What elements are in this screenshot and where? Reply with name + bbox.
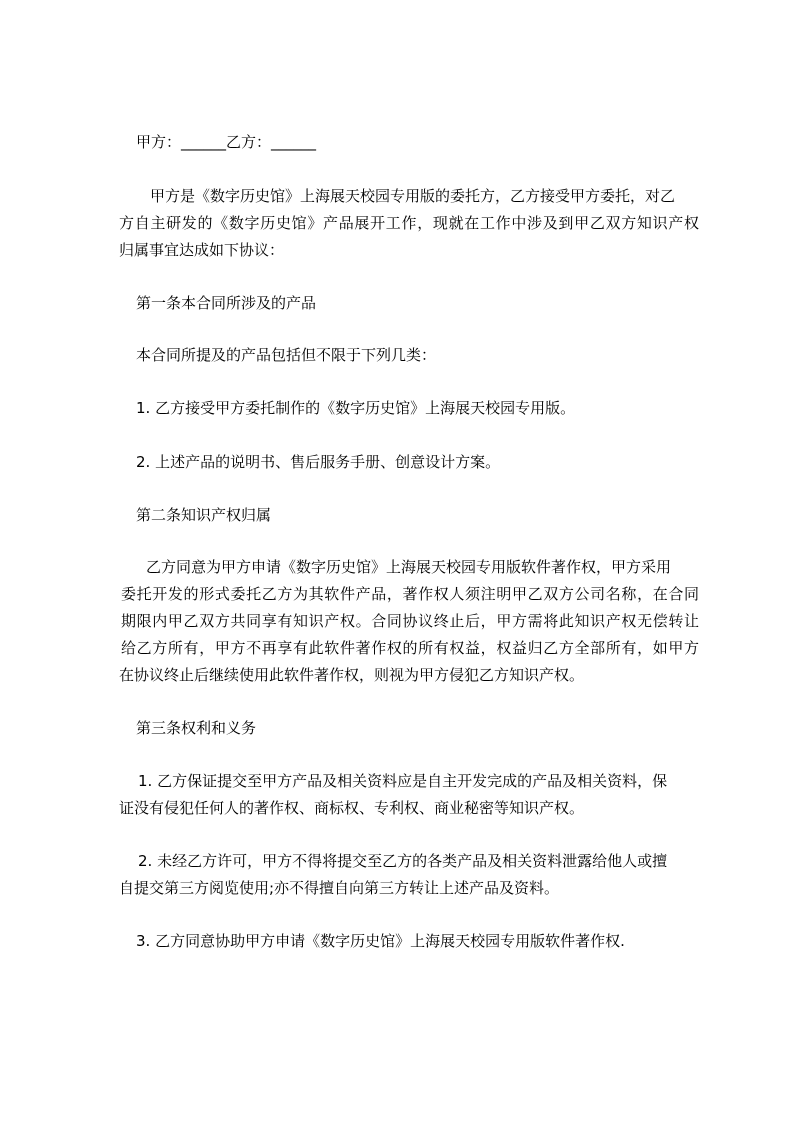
article3-item-1-line-2: 证没有侵犯任何人的著作权、商标权、专利权、商业秘密等知识产权。: [119, 799, 585, 817]
article1-item-2: 2. 上述产品的说明书、售后服务手册、创意设计方案。: [136, 453, 501, 471]
article3-heading: 第三条权利和义务: [136, 719, 257, 737]
article2-line-4: 给乙方所有，甲方不再享有此软件著作权的所有权益，权益归乙方全部所有，如甲方: [121, 639, 699, 657]
article2-line-1: 乙方同意为甲方申请《数字历史馆》上海展天校园专用版软件著作权，甲方采用: [146, 558, 672, 576]
intro-line-2: 方自主研发的《数字历史馆》产品展开工作，现就在工作中涉及到甲乙双方知识产权: [119, 214, 699, 232]
article1-heading: 第一条本合同所涉及的产品: [136, 294, 317, 312]
article2-line-3: 期限内甲乙双方共同享有知识产权。合同协议终止后，甲方需将此知识产权无偿转让: [121, 612, 699, 630]
article2-line-5: 在协议终止后继续使用此软件著作权，则视为甲方侵犯乙方知识产权。: [119, 666, 585, 684]
party-line: 甲方：______乙方：______: [136, 133, 317, 151]
article1-lead: 本合同所提及的产品包括但不限于下列几类：: [136, 346, 437, 364]
article3-item-2-line-1: 2. 未经乙方许可，甲方不得将提交至乙方的各类产品及相关资料泄露给他人或擅: [138, 852, 668, 870]
article3-item-2-line-2: 自提交第三方阅览使用;亦不得擅自向第三方转让上述产品及资料。: [119, 879, 560, 897]
article2-line-2: 委托开发的形式委托乙方为其软件产品，著作权人须注明甲乙双方公司名称，在合同: [121, 585, 699, 603]
intro-line-3: 归属事宜达成如下协议：: [119, 241, 285, 259]
article3-item-1-line-1: 1. 乙方保证提交至甲方产品及相关资料应是自主开发完成的产品及相关资料，保: [138, 772, 668, 790]
article1-item-1: 1. 乙方接受甲方委托制作的《数字历史馆》上海展天校园专用版。: [136, 399, 576, 417]
intro-line-1: 甲方是《数字历史馆》上海展天校园专用版的委托方，乙方接受甲方委托，对乙: [150, 187, 676, 205]
article2-heading: 第二条知识产权归属: [136, 506, 272, 524]
article3-item-3: 3. 乙方同意协助甲方申请《数字历史馆》上海展天校园专用版软件著作权.: [136, 932, 625, 950]
